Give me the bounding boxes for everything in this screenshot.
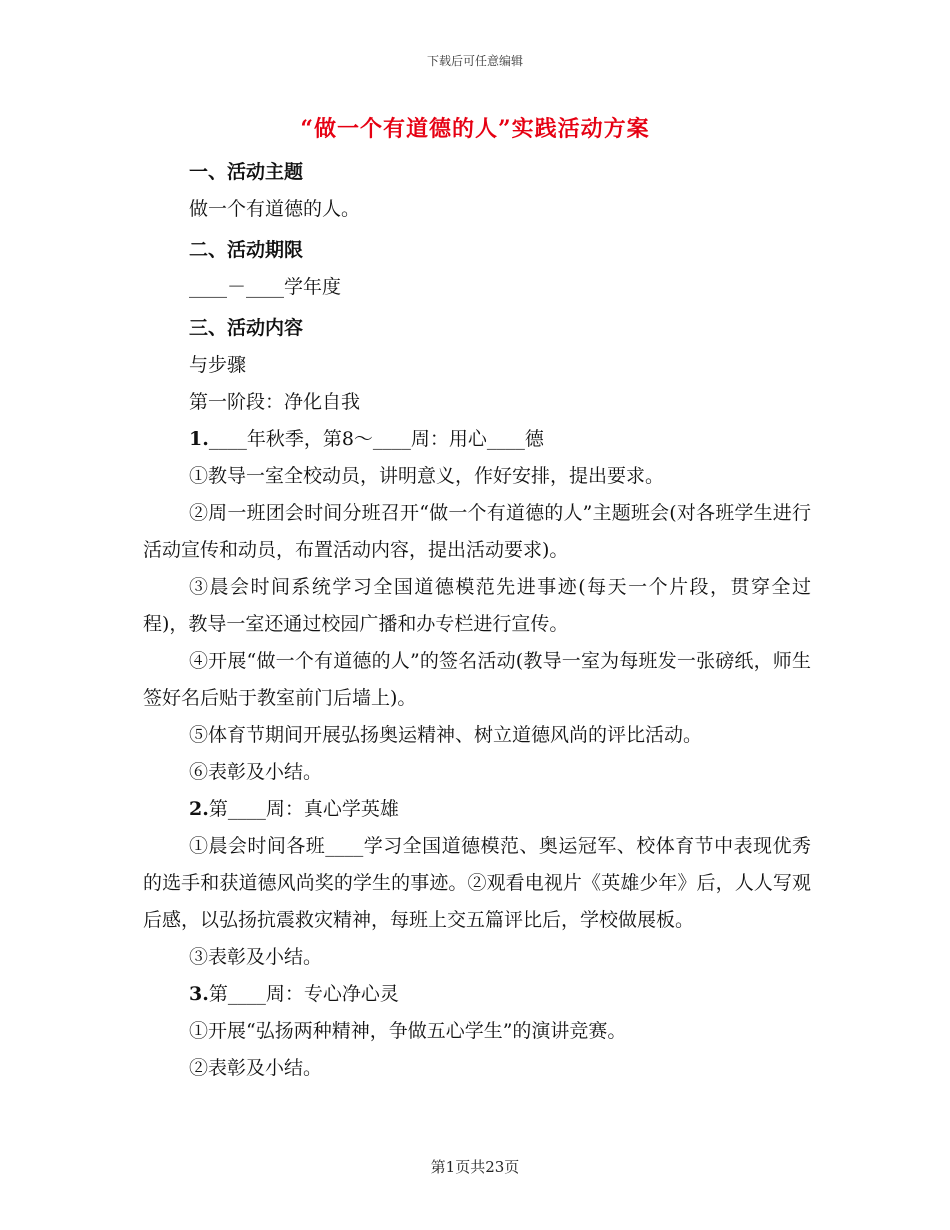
item-1-point-6: ⑥表彰及小结。 xyxy=(189,761,323,783)
document-title: “做一个有道德的人”实践活动方案 xyxy=(300,116,650,142)
item-1-number: 1. xyxy=(189,428,209,450)
page-header-note: 下载后可任意编辑 xyxy=(426,54,523,68)
section-text-period: ____－____学年度 xyxy=(189,276,342,298)
page-footer-number: 第1页共23页 xyxy=(430,1158,520,1176)
item-1-point-1: ①教导一室全校动员，讲明意义，作好安排，提出要求。 xyxy=(189,465,665,487)
item-2-text: 第____周：真心学英雄 xyxy=(208,798,399,820)
item-3-number: 3. xyxy=(189,983,209,1005)
item-3-text: 第____周：专心净心灵 xyxy=(208,983,399,1005)
item-2-heading xyxy=(143,791,811,828)
section-heading-period: 二、活动期限 xyxy=(189,239,304,261)
item-1-point-3: ③晨会时间系统学习全国道德模范先进事迹(每天一个片段，贯穿全过程)，教导一室还通过校园广播和办专栏进行宣传。 xyxy=(143,576,811,635)
item-2-point-2: ③表彰及小结。 xyxy=(189,946,323,968)
item-3-point-2: ②表彰及小结。 xyxy=(189,1057,323,1079)
stage-one-heading: 第一阶段：净化自我 xyxy=(189,391,361,413)
item-2-number: 2. xyxy=(189,798,209,820)
item-3-heading xyxy=(143,976,811,1013)
document-body xyxy=(143,150,811,1087)
section-heading-theme: 一、活动主题 xyxy=(189,161,304,183)
item-1-point-2: ②周一班团会时间分班召开“做一个有道德的人”主题班会(对各班学生进行活动宣传和动员，布置活动内容，提出活动要求)。 xyxy=(143,502,811,561)
item-1-point-5: ⑤体育节期间开展弘扬奥运精神、树立道德风尚的评比活动。 xyxy=(189,724,703,746)
item-2-point-1: ①晨会时间各班____学习全国道德模范、奥运冠军、校体育节中表现优秀的选手和获道德风尚奖的学生的事迹。②观看电视片《英雄少年》后，人人写观后感，以弘扬抗震救灾精神，每班上交五篇评比后，学校做展板。 xyxy=(143,835,811,931)
item-1-heading xyxy=(143,421,811,458)
item-3-point-1: ①开展“弘扬两种精神，争做五心学生”的演讲竞赛。 xyxy=(189,1020,627,1042)
item-1-text: ____年秋季，第8～____周：用心____德 xyxy=(208,428,544,450)
item-1-point-4: ④开展“做一个有道德的人”的签名活动(教导一室为每班发一张磅纸，师生签好名后贴于教室前门后墙上)。 xyxy=(143,650,811,709)
section-heading-content: 三、活动内容 xyxy=(189,317,304,339)
section-subtext-steps: 与步骤 xyxy=(189,354,247,376)
section-text-theme: 做一个有道德的人。 xyxy=(189,198,361,220)
